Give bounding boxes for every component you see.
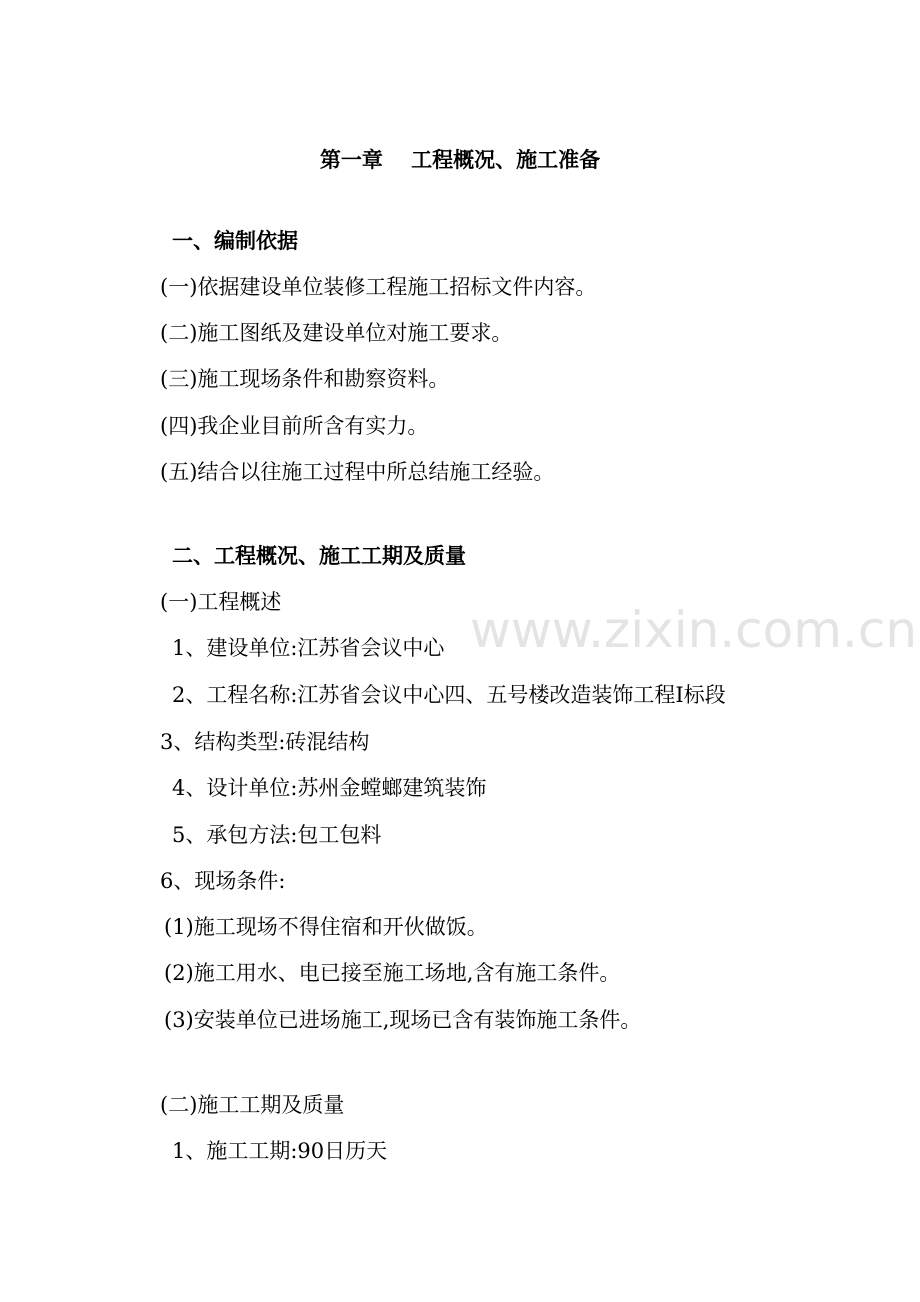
overview-item: 1、建设单位:江苏省会议中心 — [172, 636, 445, 660]
overview-item: 6、现场条件: — [160, 869, 286, 893]
basis-item: (四)我企业目前所含有实力。 — [160, 414, 429, 438]
basis-item: (二)施工图纸及建设单位对施工要求。 — [160, 321, 513, 345]
schedule-item: 1、施工工期:90日历天 — [172, 1139, 388, 1163]
overview-item: 4、设计单位:苏州金螳螂建筑装饰 — [172, 776, 487, 800]
basis-item: (三)施工现场条件和勘察资料。 — [160, 367, 450, 391]
basis-item: (五)结合以往施工过程中所总结施工经验。 — [160, 460, 555, 484]
overview-item: 3、结构类型:砖混结构 — [160, 730, 370, 754]
watermark: www.zixin.com.cn — [470, 601, 918, 659]
overview-item: 5、承包方法:包工包料 — [172, 823, 382, 847]
subsection-heading-schedule: (二)施工工期及质量 — [160, 1093, 345, 1117]
overview-item: 2、工程名称:江苏省会议中心四、五号楼改造装饰工程Ⅰ标段 — [172, 683, 726, 707]
site-condition-item: (1)施工现场不得住宿和开伙做饭。 — [164, 915, 488, 939]
subsection-heading-overview: (一)工程概述 — [160, 590, 282, 614]
section-heading-basis: 一、编制依据 — [172, 229, 298, 253]
chapter-title: 第一章 工程概况、施工准备 — [319, 148, 601, 172]
site-condition-item: (2)施工用水、电已接至施工场地,含有施工条件。 — [164, 961, 621, 985]
section-heading-overview: 二、工程概况、施工工期及质量 — [172, 544, 466, 568]
basis-item: (一)依据建设单位装修工程施工招标文件内容。 — [160, 275, 597, 299]
site-condition-item: (3)安装单位已进场施工,现场已含有装饰施工条件。 — [164, 1008, 642, 1032]
